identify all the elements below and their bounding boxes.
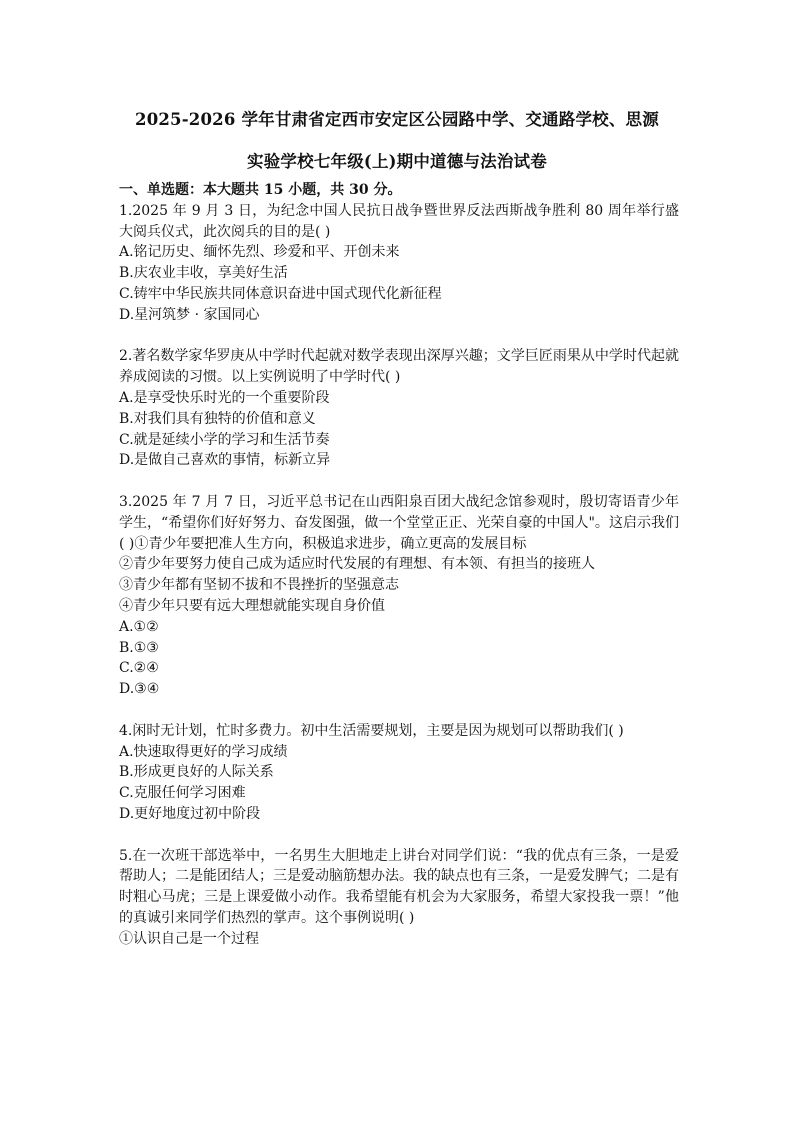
statement-3: ③青少年都有坚韧不拔和不畏挫折的坚强意志 xyxy=(119,577,399,594)
option-a: A.①② xyxy=(119,618,159,635)
option-a: A.是享受快乐时光的一个重要阶段 xyxy=(119,389,330,406)
option-d: D.星河筑梦 · 家国同心 xyxy=(119,306,260,323)
option-d: D.是做自己喜欢的事情，标新立异 xyxy=(119,452,331,469)
option-c: C.就是延续小学的学习和生活节奏 xyxy=(119,431,330,448)
statement-4: ④青少年只要有远大理想就能实现自身价值 xyxy=(119,597,385,614)
option-c: C.克服任何学习困难 xyxy=(119,785,246,802)
option-b: B.庆农业丰收，享美好生活 xyxy=(119,265,288,282)
question-stem: 3.2025 年 7 月 7 日，习近平总书记在山西阳泉百团大战纪念馆参观时，殷切寄语青少年学生，“希望你们好好努力、奋发图强，做一个堂堂正正、光荣自豪的中国人"。这启示我们( )①青少年要把准人生方向，积极追求进步，确立更高的发展目标 xyxy=(119,493,679,552)
exam-title-line-1: 2025-2026 学年甘肃省定西市安定区公园路中学、交通路学校、思源 xyxy=(135,110,659,129)
option-d: D.③④ xyxy=(119,681,160,698)
question-stem: 5.在一次班干部选举中，一名男生大胆地走上讲台对同学们说：“我的优点有三条，一是爱帮助人；二是能团结人；三是爱动脑筋想办法。我的缺点也有三条，一是爱发脾气；二是有时粗心马虎；三是上课爱做小动作。我希望能有机会为大家服务，希望大家投我一票！”他的真诚引来同学们热烈的掌声。这个事例说明( ) xyxy=(119,847,679,926)
question-spacer xyxy=(119,471,679,492)
question-stem: 2.著名数学家华罗庚从中学时代起就对数学表现出深厚兴趣；文学巨匠雨果从中学时代起就养成阅读的习惯。以上实例说明了中学时代( ) xyxy=(119,348,679,386)
option-c: C.②④ xyxy=(119,660,159,677)
exam-title-line-2: 实验学校七年级(上)期中道德与法治试卷 xyxy=(247,152,547,171)
option-b: B.形成更良好的人际关系 xyxy=(119,764,274,781)
section-heading: 一、单选题：本大题共 15 小题，共 30 分。 xyxy=(119,182,402,198)
statement-1: ①认识自己是一个过程 xyxy=(119,930,259,947)
option-c: C.铸牢中华民族共同体意识奋进中国式现代化新征程 xyxy=(119,285,442,302)
option-d: D.更好地度过初中阶段 xyxy=(119,805,261,822)
question-4 xyxy=(119,721,679,825)
question-stem: 4.闲时无计划，忙时多费力。初中生活需要规划，主要是因为规划可以帮助我们( ) xyxy=(119,722,624,739)
question-spacer xyxy=(119,825,679,846)
option-b: B.对我们具有独特的价值和意义 xyxy=(119,410,316,427)
question-spacer xyxy=(119,700,679,721)
option-a: A.快速取得更好的学习成绩 xyxy=(119,743,288,760)
question-3 xyxy=(119,492,679,700)
question-stem: 1.2025 年 9 月 3 日，为纪念中国人民抗日战争暨世界反法西斯战争胜利 80 周年举行盛大阅兵仪式，此次阅兵的目的是( ) xyxy=(119,202,679,240)
question-spacer xyxy=(119,326,679,347)
exam-content xyxy=(119,180,679,949)
question-2 xyxy=(119,346,679,471)
option-a: A.铭记历史、缅怀先烈、珍爱和平、开创未来 xyxy=(119,244,400,261)
option-b: B.①③ xyxy=(119,639,159,656)
question-5 xyxy=(119,846,679,950)
question-1 xyxy=(119,201,679,326)
statement-2: ②青少年要努力使自己成为适应时代发展的有理想、有本领、有担当的接班人 xyxy=(119,556,595,573)
